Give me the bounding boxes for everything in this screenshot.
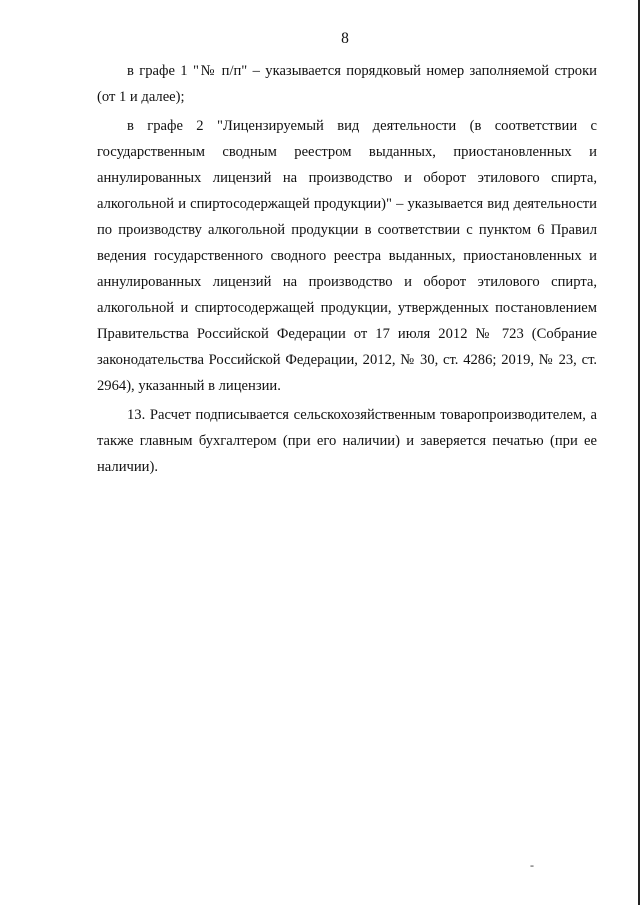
paragraph-column-2: в графе 2 "Лицензируемый вид деятельности (в соответствии с государственным сводным реестром выданных, приостановленных и аннулированных лицензий на производство и оборот этилового спирта, алкогольной и спиртосодержащей продукции)" – указывается вид деятельности по производству алкогольной продукции в соответствии с пунктом 6 Правил ведения государственного сводного реестра выданных, приостановленных и аннулированных лицензий на производство и оборот этилового спирта, алкогольной и спиртосодержащей продукции, утвержденных постановлением Правительства Российской Федерации от 17 июля 2012 № 723 (Собрание законодательства Российской Федерации, 2012, № 30, ст. 4286; 2019, № 23, ст. 2964), указанный в лицензии. — [97, 118, 597, 394]
paragraph-column-1: в графе 1 "№ п/п" – указывается порядковый номер заполняемой строки (от 1 и далее); — [97, 63, 597, 105]
paragraph-item-13: 13. Расчет подписывается сельскохозяйственным товаропроизводителем, а также главным бухгалтером (при его наличии) и заверяется печатью (при ее наличии). — [97, 407, 597, 475]
document-body — [97, 58, 597, 483]
footer-mark: - — [530, 858, 534, 872]
page-number: 8 — [341, 30, 349, 47]
